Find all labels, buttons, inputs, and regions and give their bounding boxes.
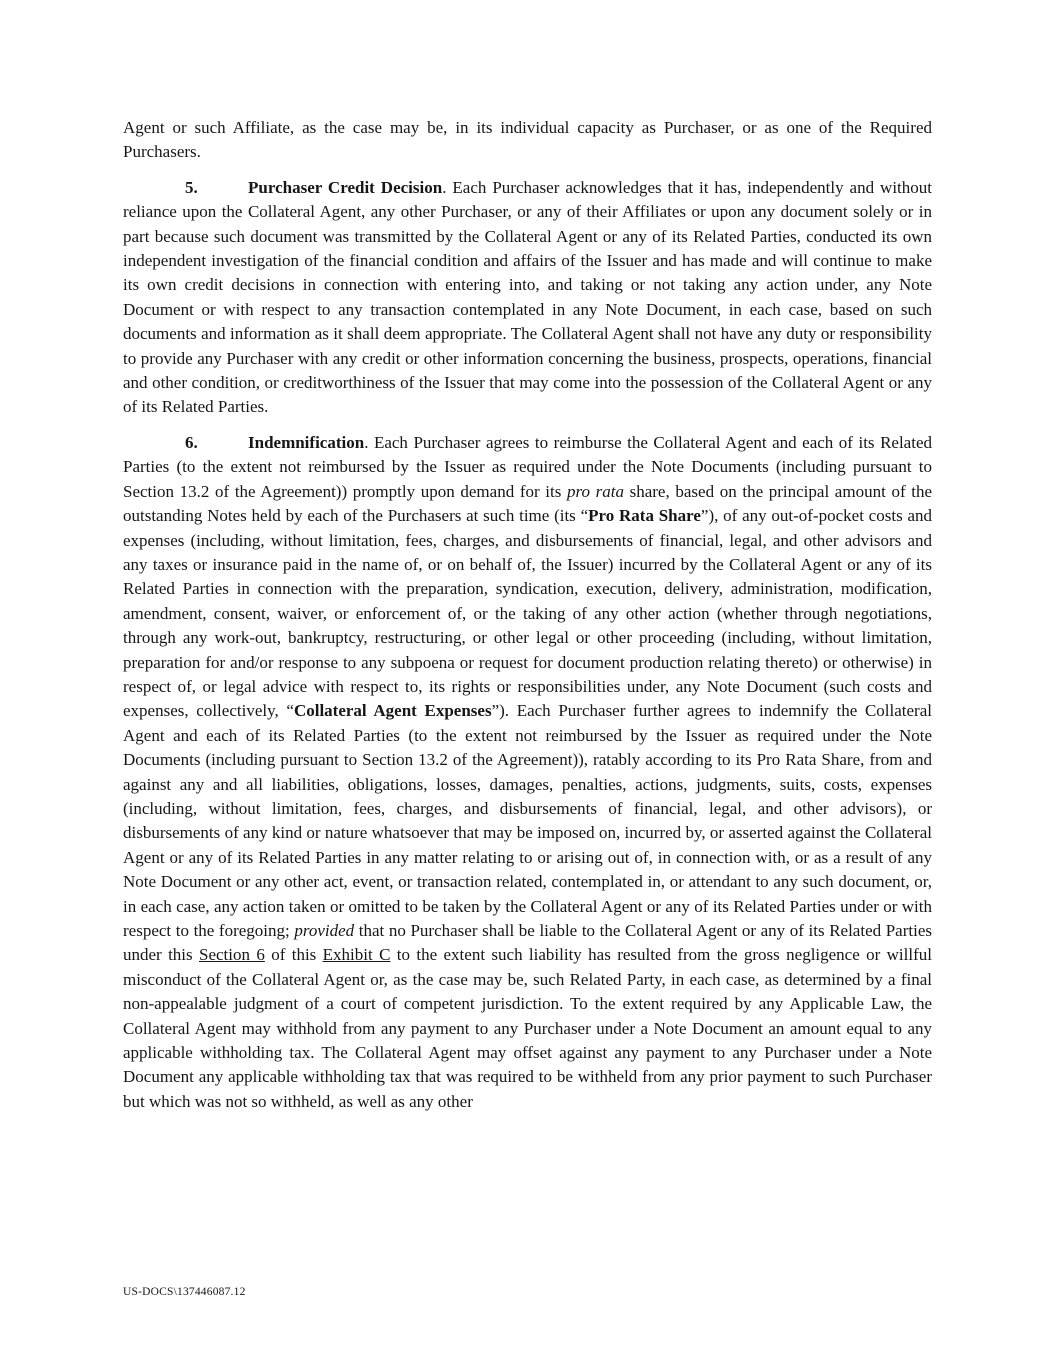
paragraph bbox=[123, 116, 932, 165]
text-run: to the extent such liability has resulted from the gross negligence or willful misconduct of the Collateral Agent or, as the case may be, such Related Party, in each case, as determined by a final non-appealable judgment of a court of competent jurisdiction. To the extent required by any Applicable Law, the Collateral Agent may withhold from any payment to any Purchaser under a Note Document an amount equal to any applicable withholding tax. The Collateral Agent may offset against any payment to any Purchaser under a Note Document any applicable withholding tax that was required to be withheld from any prior payment to such Purchaser but which was not so withheld, as well as any other bbox=[123, 945, 932, 1111]
paragraph-number: 6. bbox=[185, 432, 198, 452]
text-run: that no Purchaser shall be liable to the Collateral Agent or any of its Related Parties under this bbox=[123, 921, 932, 965]
text-run: ”), of any out-of-pocket costs and expenses (including, without limitation, fees, charges, and disbursements of financial, legal, and other advisors and any taxes or insurance paid in the name of, or on behalf of, the Issuer) incurred by the Collateral Agent or any of its Related Parties in connection with the preparation, syndication, execution, delivery, administration, modification, amendment, consent, waiver, or enforcement of, or the taking of any other action (whether through negotiations, through any work-out, bankruptcy, restructuring, or other legal or other proceeding (including, without limitation, preparation for and/or response to any subpoena or request for document production relating thereto) or otherwise) in respect of, or legal advice with respect to, its rights or responsibilities under, any Note Document (such costs and expenses, collectively, “ bbox=[123, 506, 932, 721]
paragraph-number: 5. bbox=[185, 177, 198, 197]
text-run: Indemnification bbox=[248, 432, 365, 452]
text-run: Collateral Agent Expenses bbox=[293, 701, 492, 721]
text-run: Purchaser Credit Decision bbox=[248, 177, 443, 197]
footer-doc-id: US-DOCS\137446087.12 bbox=[123, 1286, 246, 1298]
text-run: pro rata bbox=[567, 481, 624, 501]
text-run: Section 6 bbox=[199, 945, 265, 965]
paragraph bbox=[123, 431, 932, 1114]
paragraphs-container bbox=[123, 116, 932, 1114]
text-run: . Each Purchaser acknowledges that it has, independently and without reliance upon the Collateral Agent, any other Purchaser, or any of their Affiliates or upon any document solely or in part because such document was transmitted by the Collateral Agent or any of its Related Parties, conducted its own independent investigation of the financial condition and affairs of the Issuer and has made and will continue to make its own credit decisions in connection with entering into, and taking or not taking any action under, any Note Document or with respect to any transaction contemplated in any Note Document, in each case, based on such documents and information as it shall deem appropriate. The Collateral Agent shall not have any duty or responsibility to provide any Purchaser with any credit or other information concerning the business, prospects, operations, financial and other condition, or creditworthiness of the Issuer that may come into the possession of the Collateral Agent or any of its Related Parties. bbox=[123, 177, 933, 417]
text-run: of this bbox=[264, 945, 323, 965]
text-run: share, based on the principal amount of the outstanding Notes held by each of the Purchasers at such time (its “ bbox=[123, 481, 933, 526]
text-run: provided bbox=[294, 921, 355, 940]
text-run: . Each Purchaser agrees to reimburse the Collateral Agent and each of its Related Parties (to the extent not reimbursed by the Issuer as required under the Note Documents (including pursuant to Section 13.2 of the Agreement)) promptly upon demand for its bbox=[123, 432, 932, 501]
paragraph bbox=[123, 176, 932, 420]
text-run: Pro Rata Share bbox=[588, 506, 701, 526]
text-run: ”). Each Purchaser further agrees to indemnify the Collateral Agent and each of its Related Parties (to the extent not reimbursed by the Issuer as required under the Note Documents (including pursuant to Section 13.2 of the Agreement)), ratably according to its Pro Rata Share, from and against any and all liabilities, obligations, losses, damages, penalties, actions, judgments, suits, costs, expenses (including, without limitation, fees, charges, and disbursements of financial, legal, and other advisors), or disbursements of any kind or nature whatsoever that may be imposed on, incurred by, or asserted against the Collateral Agent or any of its Related Parties in any matter relating to or arising out of, in connection with, or as a result of any Note Document or any other act, event, or transaction related, contemplated in, or attendant to any such document, or, in each case, any action taken or omitted to be taken by the Collateral Agent or any of its Related Parties under or with respect to the foregoing; bbox=[123, 701, 932, 940]
text-run: Agent or such Affiliate, as the case may be, in its individual capacity as Purchaser, or as one of the Required Purchasers. bbox=[123, 118, 932, 162]
text-run: Exhibit C bbox=[322, 945, 391, 965]
